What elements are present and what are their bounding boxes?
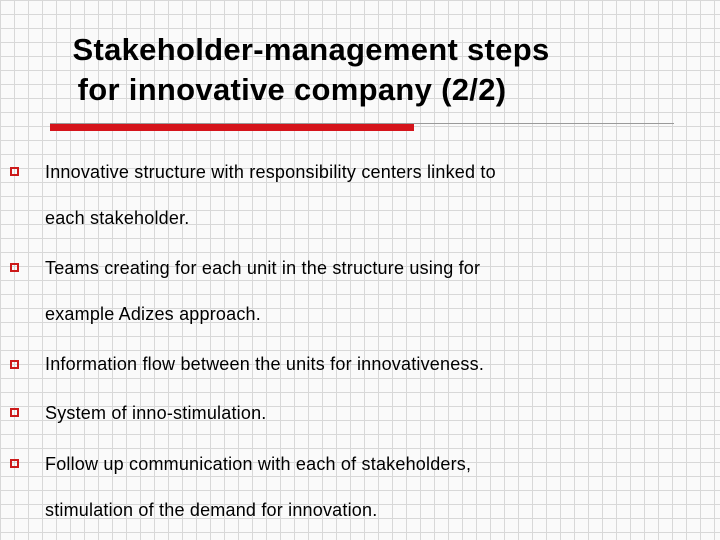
hollow-square-bullet-icon	[10, 263, 19, 272]
list-item-text: Teams creating for each unit in the structure using for	[45, 258, 481, 278]
hollow-square-bullet-icon	[10, 167, 19, 176]
hollow-square-bullet-icon	[10, 459, 19, 468]
list-item-text: Information flow between the units for innovativeness.	[45, 354, 485, 374]
title-accent-bar	[50, 124, 414, 131]
hollow-square-bullet-icon	[10, 360, 19, 369]
list-item-text: stimulation of the demand for innovation.	[45, 500, 378, 520]
title-line-2: for innovative company (2/2)	[77, 72, 507, 107]
title-line-1: Stakeholder-management steps	[72, 32, 550, 67]
page-title	[28, 30, 688, 110]
list-item-text: example Adizes approach.	[45, 304, 261, 324]
list-item-text: Follow up communication with each of stakeholders,	[45, 454, 472, 474]
list-item-text: each stakeholder.	[45, 208, 190, 228]
hollow-square-bullet-icon	[10, 408, 19, 417]
list-item-text: System of inno-stimulation.	[45, 403, 267, 423]
list-item-text: Innovative structure with responsibility centers linked to	[45, 162, 496, 182]
